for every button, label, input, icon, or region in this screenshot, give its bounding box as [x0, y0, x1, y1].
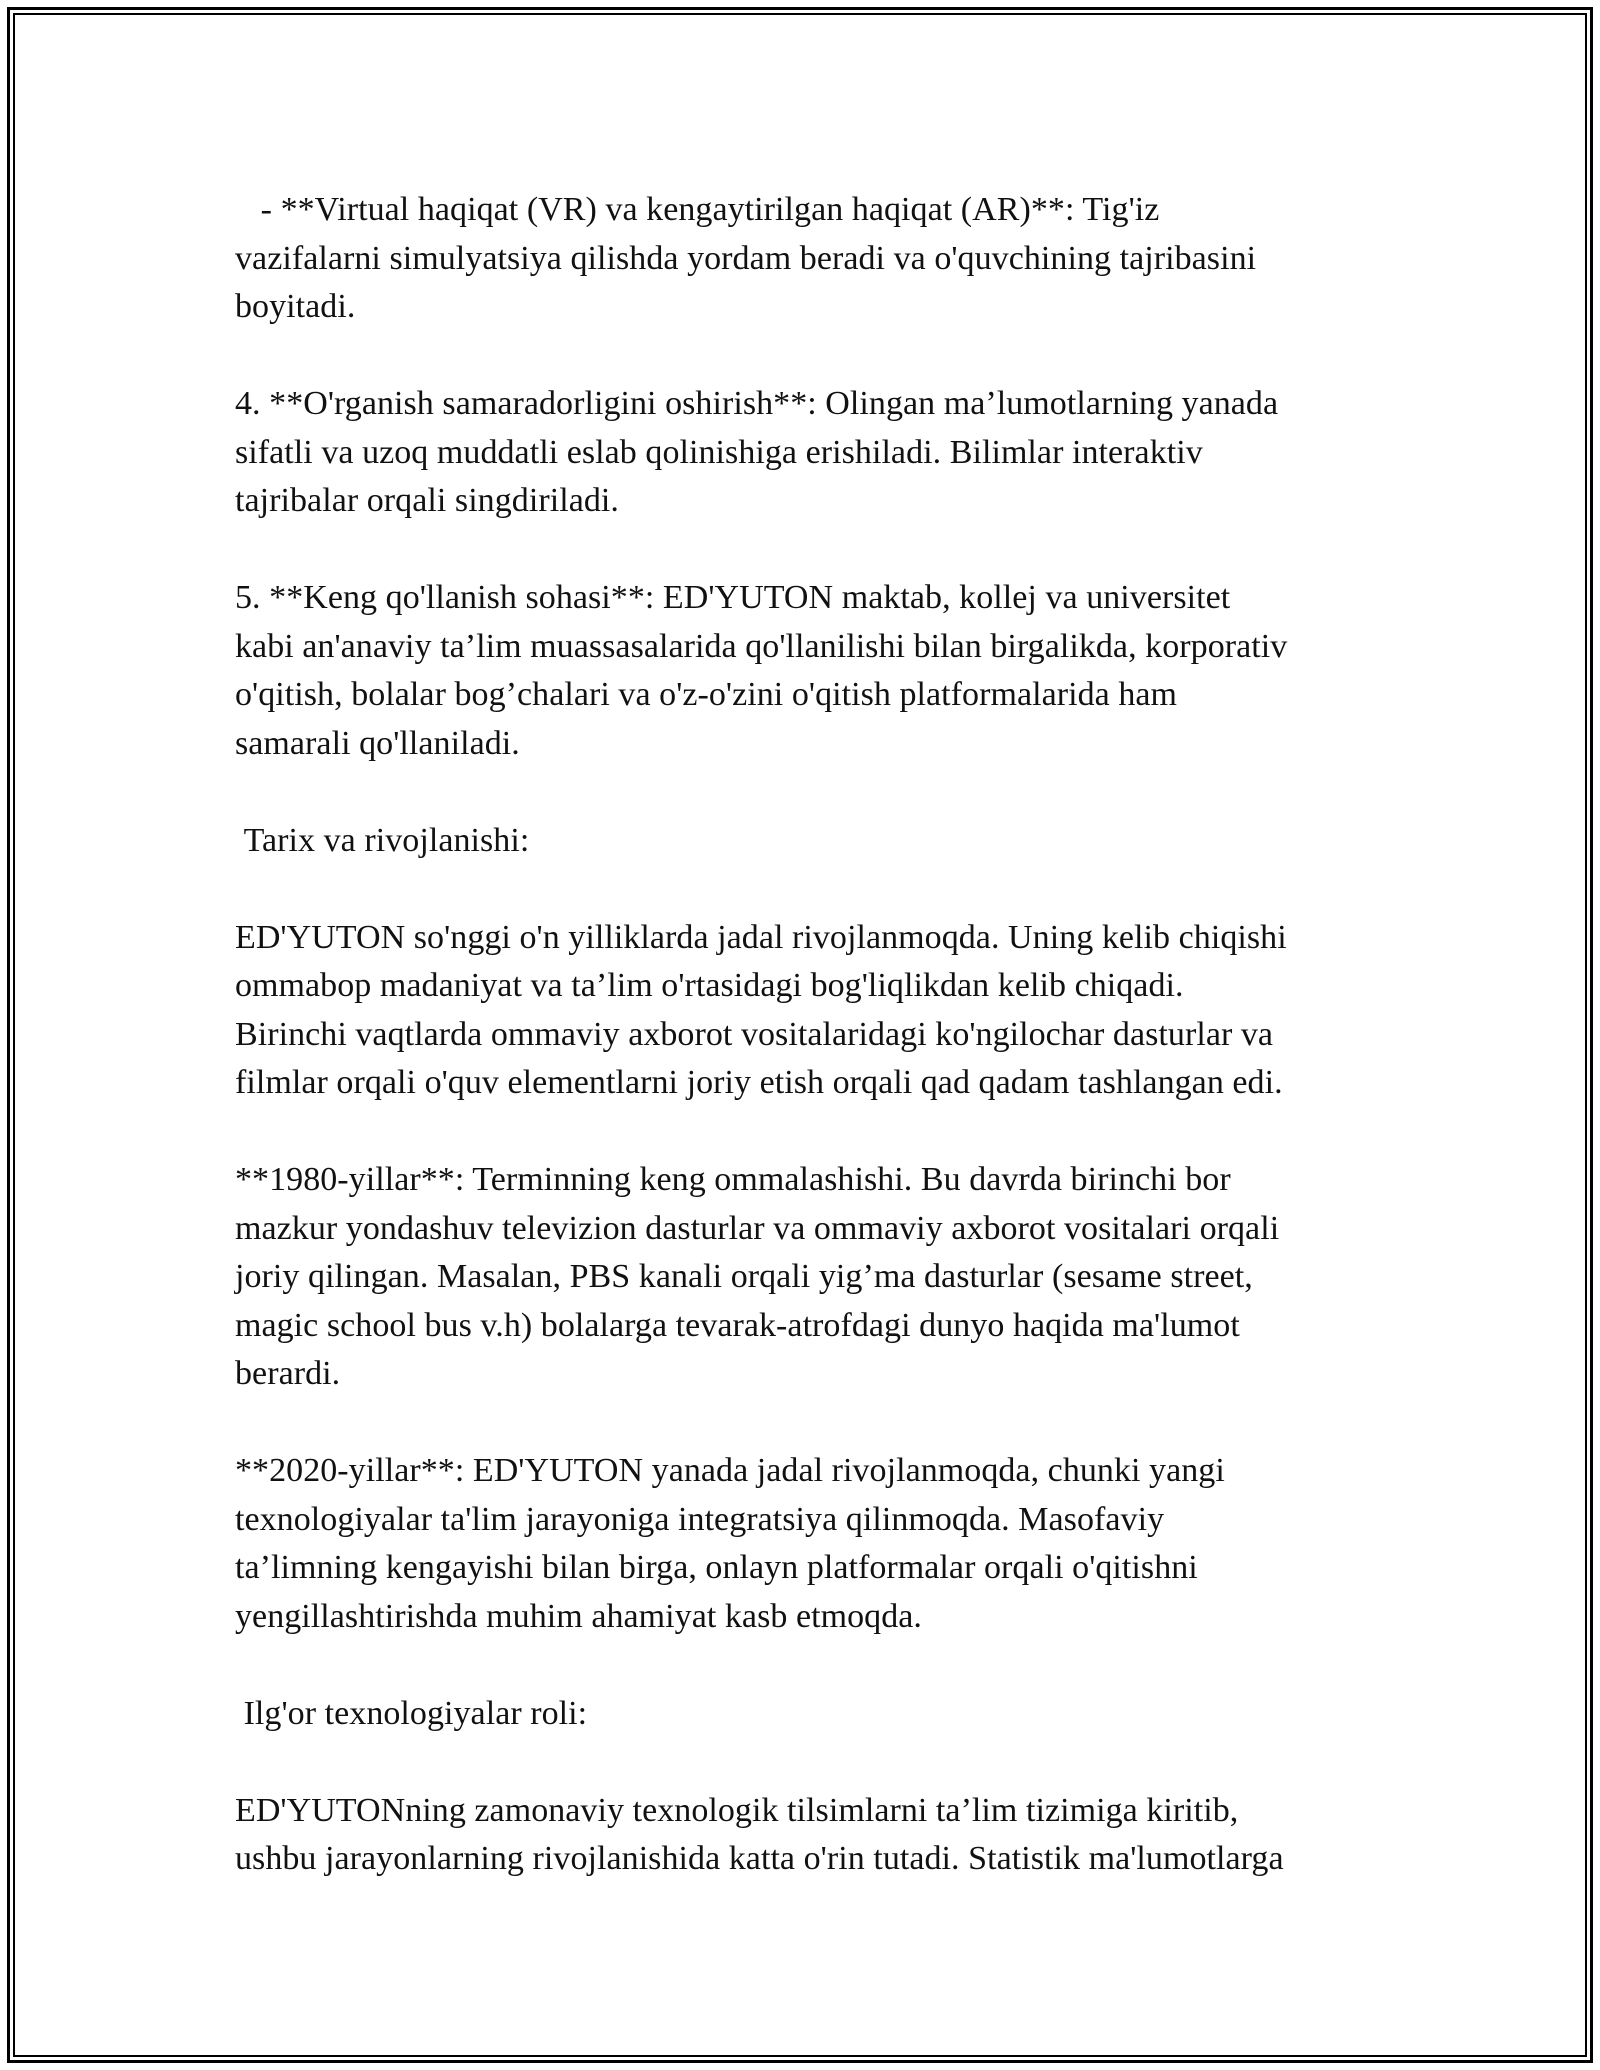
- section-heading-tech: [235, 1690, 1385, 1739]
- text-line: boyitadi.: [235, 288, 356, 325]
- text-line: **1980-yillar**: Terminning keng ommalashishi. Bu davrda birinchi bor: [235, 1161, 1231, 1198]
- text-line: 4. **O'rganish samaradorligini oshirish**: Olingan ma’lumotlarning yanada: [235, 385, 1279, 422]
- text-line: vazifalarni simulyatsiya qilishda yordam beradi va o'quvchining tajribasini: [235, 239, 1257, 277]
- text-line: sifatli va uzoq muddatli eslab qolinishiga erishiladi. Bilimlar interaktiv: [235, 433, 1203, 471]
- text-line: Tarix va rivojlanishi:: [235, 821, 530, 859]
- text-line: samarali qo'llaniladi.: [235, 724, 520, 762]
- paragraph-history-1980: [235, 1156, 1385, 1399]
- paragraph-history-2020: [235, 1447, 1385, 1641]
- text-line: ommabop madaniyat va ta’lim o'rtasidagi bog'liqlikdan kelib chiqadi.: [235, 967, 1184, 1004]
- text-line: kabi an'anaviy ta’lim muassasalarida qo'llanilishi bilan birgalikda, korporativ: [235, 627, 1288, 665]
- text-line: filmlar orqali o'quv elementlarni joriy etish orqali qad qadam tashlangan edi.: [235, 1064, 1283, 1101]
- text-line: ED'YUTONning zamonaviy texnologik tilsimlarni ta’lim tizimiga kiritib,: [235, 1791, 1239, 1829]
- text-line: joriy qilingan. Masalan, PBS kanali orqali yig’ma dasturlar (sesame street,: [235, 1258, 1253, 1295]
- text-line: tajribalar orqali singdiriladi.: [235, 482, 619, 519]
- document-body: [235, 186, 1385, 1884]
- text-line: mazkur yondashuv televizion dasturlar va ommaviy axborot vositalari orqali: [235, 1209, 1280, 1247]
- paragraph-vr-ar: [235, 186, 1385, 332]
- text-line: o'qitish, bolalar bog’chalari va o'z-o'zini o'qitish platformalarida ham: [235, 676, 1178, 713]
- text-line: ushbu jarayonlarning rivojlanishida katta o'rin tutadi. Statistik ma'lumotlarga: [235, 1840, 1284, 1877]
- text-line: Ilg'or texnologiyalar roli:: [235, 1694, 588, 1732]
- paragraph-tech-intro: [235, 1787, 1385, 1884]
- text-line: texnologiyalar ta'lim jarayoniga integratsiya qilinmoqda. Masofaviy: [235, 1500, 1165, 1538]
- paragraph-history-intro: [235, 914, 1385, 1108]
- paragraph-item-5: [235, 574, 1385, 768]
- text-line: 5. **Keng qo'llanish sohasi**: ED'YUTON maktab, kollej va universitet: [235, 579, 1231, 616]
- text-line: Birinchi vaqtlarda ommaviy axborot vositalaridagi ko'ngilochar dasturlar va: [235, 1015, 1274, 1053]
- text-line: yengillashtirishda muhim ahamiyat kasb etmoqda.: [235, 1597, 922, 1635]
- text-line: **2020-yillar**: ED'YUTON yanada jadal rivojlanmoqda, chunki yangi: [235, 1452, 1225, 1489]
- text-line: berardi.: [235, 1355, 341, 1392]
- text-line: ta’limning kengayishi bilan birga, onlayn platformalar orqali o'qitishni: [235, 1549, 1198, 1586]
- text-line: - **Virtual haqiqat (VR) va kengaytirilgan haqiqat (AR)**: Tig'iz: [235, 191, 1160, 228]
- section-heading-history: [235, 817, 1385, 866]
- text-line: magic school bus v.h) bolalarga tevarak-atrofdagi dunyo haqida ma'lumot: [235, 1306, 1240, 1344]
- text-line: ED'YUTON so'nggi o'n yilliklarda jadal rivojlanmoqda. Uning kelib chiqishi: [235, 918, 1287, 956]
- paragraph-item-4: [235, 380, 1385, 526]
